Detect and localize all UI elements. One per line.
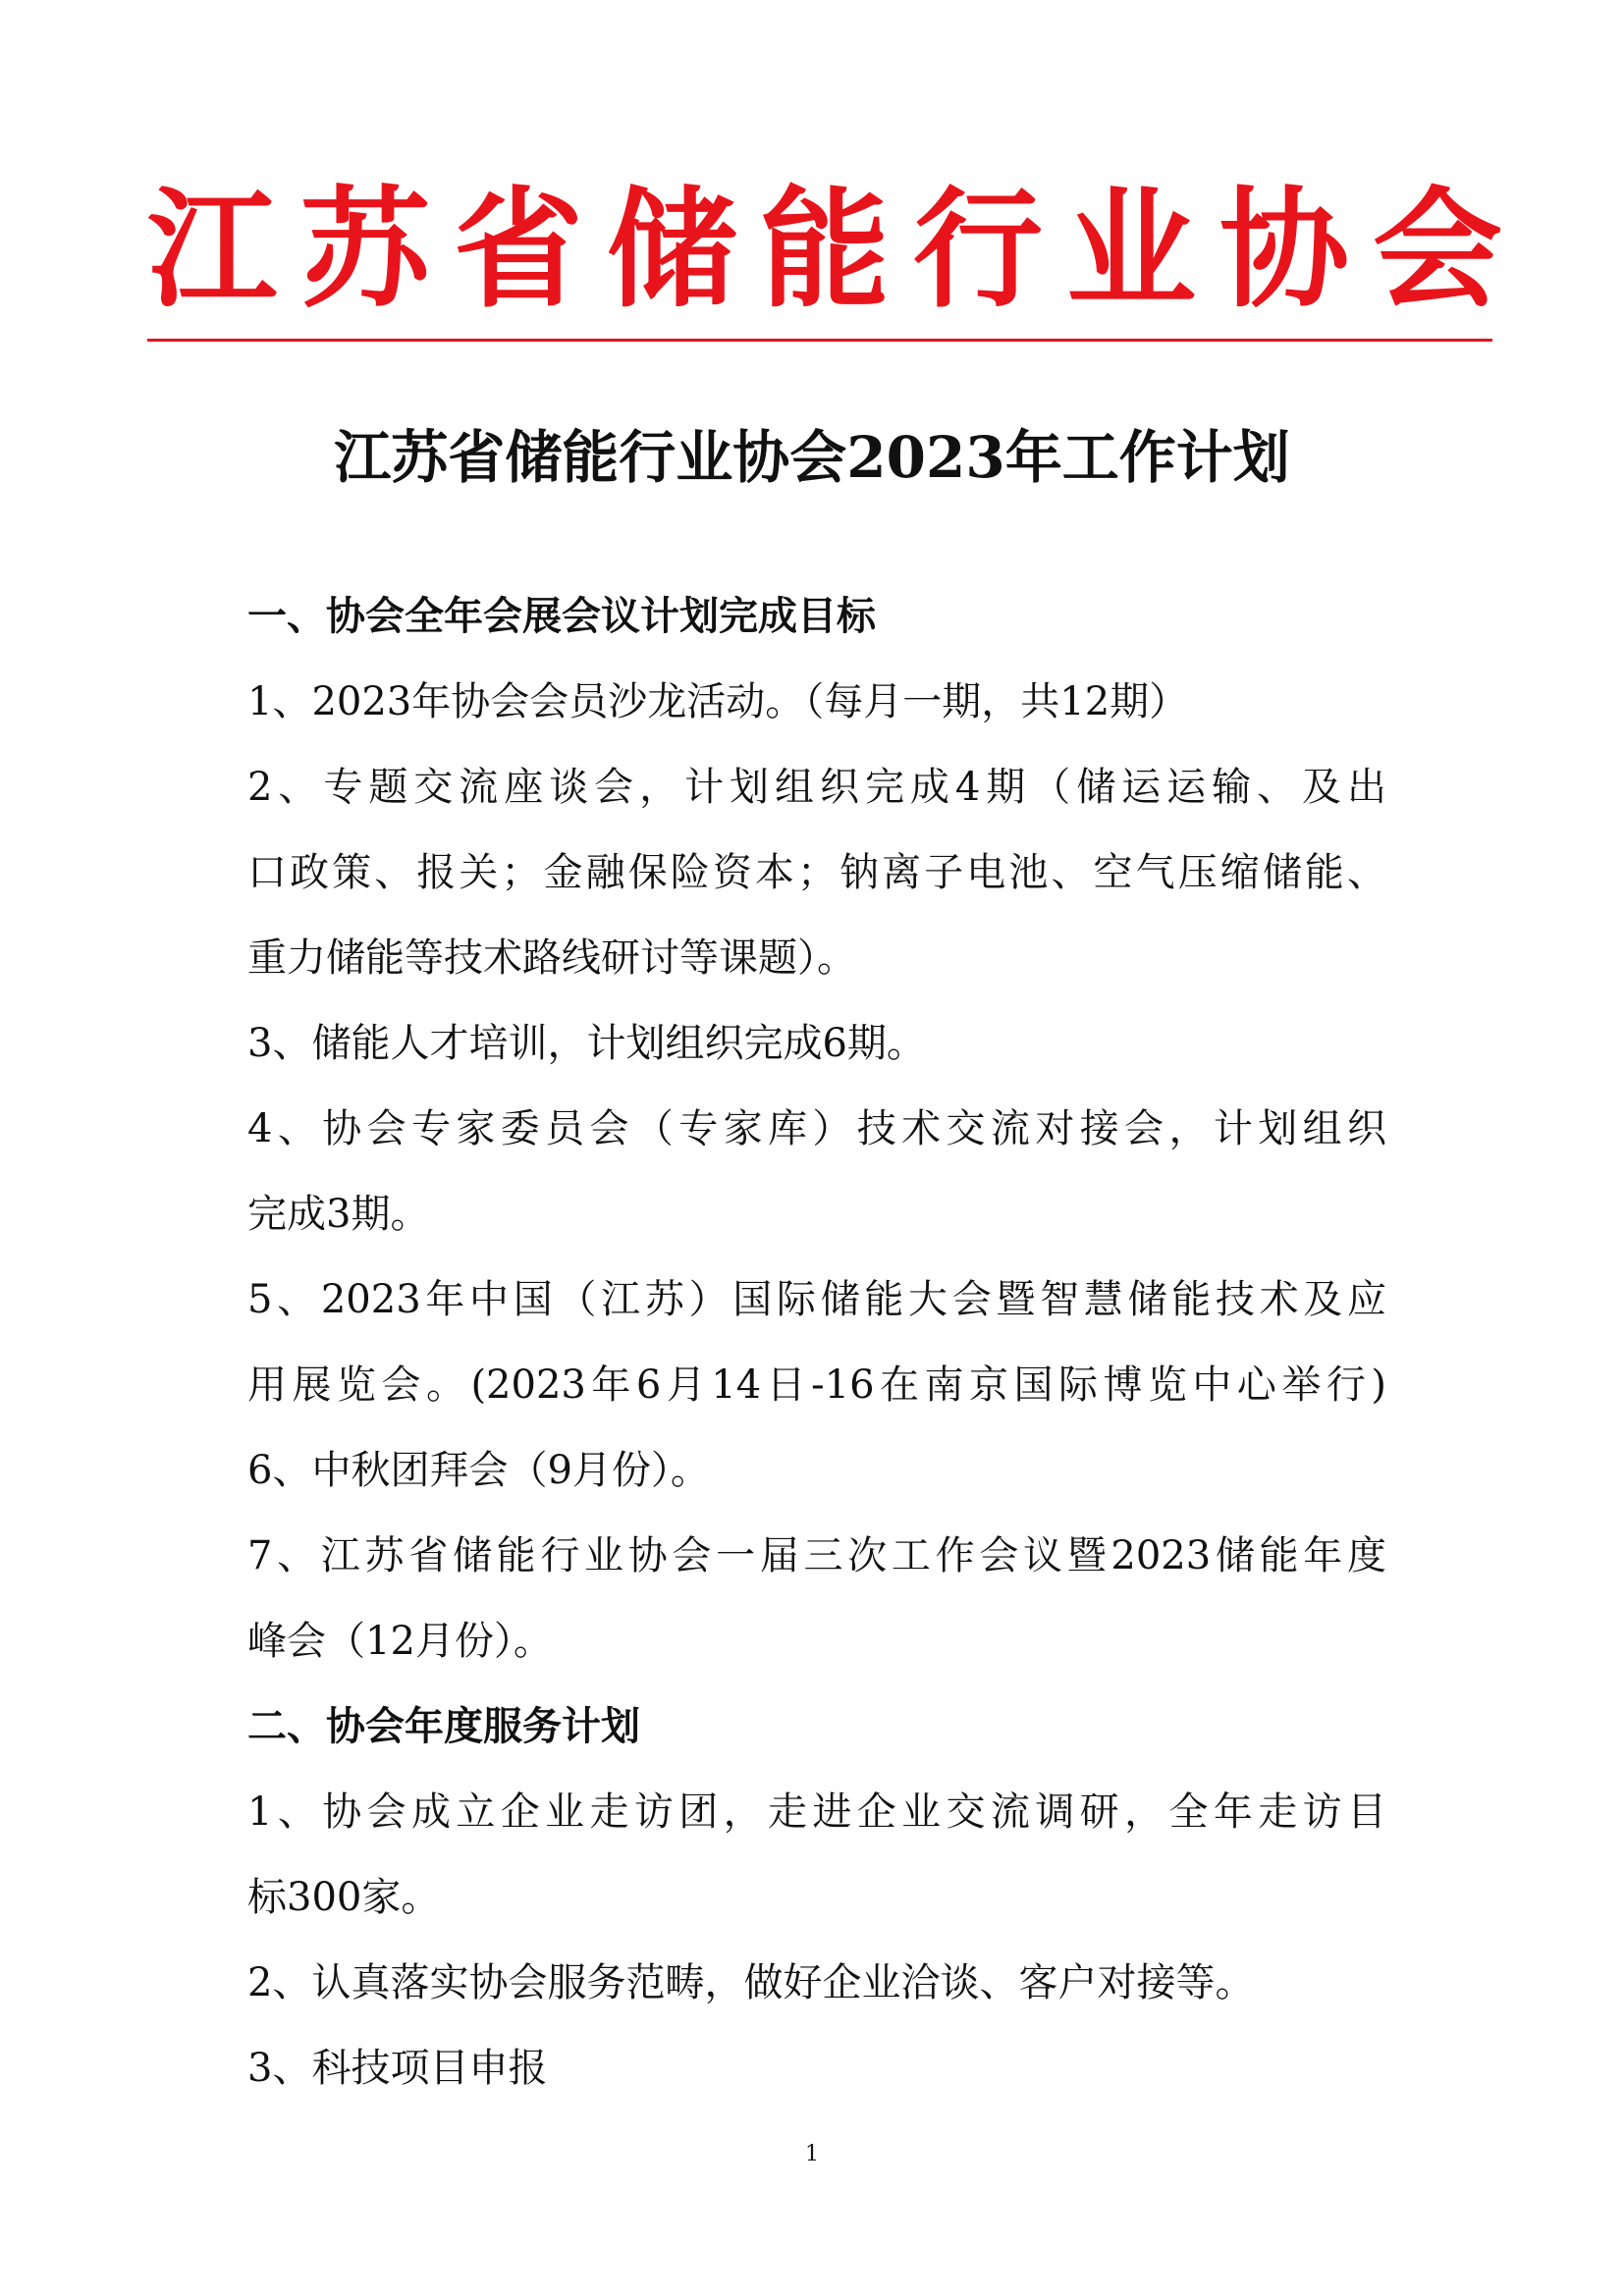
list-item-line: 3、科技项目申报	[247, 2046, 548, 2091]
letterhead-char: 会	[1373, 175, 1502, 326]
list-item-line: 1、2023年协会会员沙龙活动。（每月一期，共12期）	[247, 679, 1189, 724]
list-item-line: 1、协会成立企业走访团，走进企业交流调研，全年走访目	[247, 1789, 1386, 1835]
list-item-line: 完成3期。	[247, 1192, 430, 1237]
section-heading: 二、协会年度服务计划	[247, 1704, 640, 1749]
letterhead-char: 能	[760, 175, 890, 326]
list-item-line: 口政策、报关；金融保险资本；钠离子电池、空气压缩储能、	[247, 850, 1386, 895]
list-item-line: 2、认真落实协会服务范畴，做好企业洽谈、客户对接等。	[247, 1960, 1255, 2005]
letterhead-char: 储	[607, 175, 736, 326]
list-item-line: 峰会（12月份）。	[247, 1619, 553, 1664]
letterhead-char: 省	[454, 175, 583, 326]
letterhead-divider	[147, 339, 1492, 342]
letterhead-char: 行	[913, 175, 1043, 326]
page-number: 1	[805, 2142, 819, 2166]
list-item-line: 6、中秋团拜会（9月份）。	[247, 1448, 710, 1493]
list-item-line: 3、储能人才培训，计划组织完成6期。	[247, 1021, 926, 1066]
document-title: 江苏省储能行业协会2023年工作计划	[334, 424, 1290, 491]
list-item-line: 标300家。	[247, 1875, 441, 1920]
letterhead-char: 协	[1219, 175, 1349, 326]
list-item-line: 7、江苏省储能行业协会一届三次工作会议暨2023储能年度	[247, 1533, 1386, 1578]
document-body	[247, 574, 1386, 2111]
list-item-line: 用展览会。(2023年6月14日-16在南京国际博览中心举行)	[247, 1362, 1386, 1408]
letterhead-org-name	[147, 167, 1502, 334]
letterhead-char: 江	[147, 175, 277, 326]
list-item-line: 重力储能等技术路线研讨等课题）。	[247, 935, 856, 981]
letterhead-char: 业	[1066, 175, 1196, 326]
list-item-line: 5、2023年中国（江苏）国际储能大会暨智慧储能技术及应	[247, 1277, 1386, 1322]
list-item-line: 2、专题交流座谈会，计划组织完成4期（储运运输、及出	[247, 765, 1386, 810]
letterhead-char: 苏	[300, 175, 430, 326]
section-heading: 一、协会全年会展会议计划完成目标	[247, 594, 876, 639]
list-item-line: 4、协会专家委员会（专家库）技术交流对接会，计划组织	[247, 1106, 1386, 1151]
